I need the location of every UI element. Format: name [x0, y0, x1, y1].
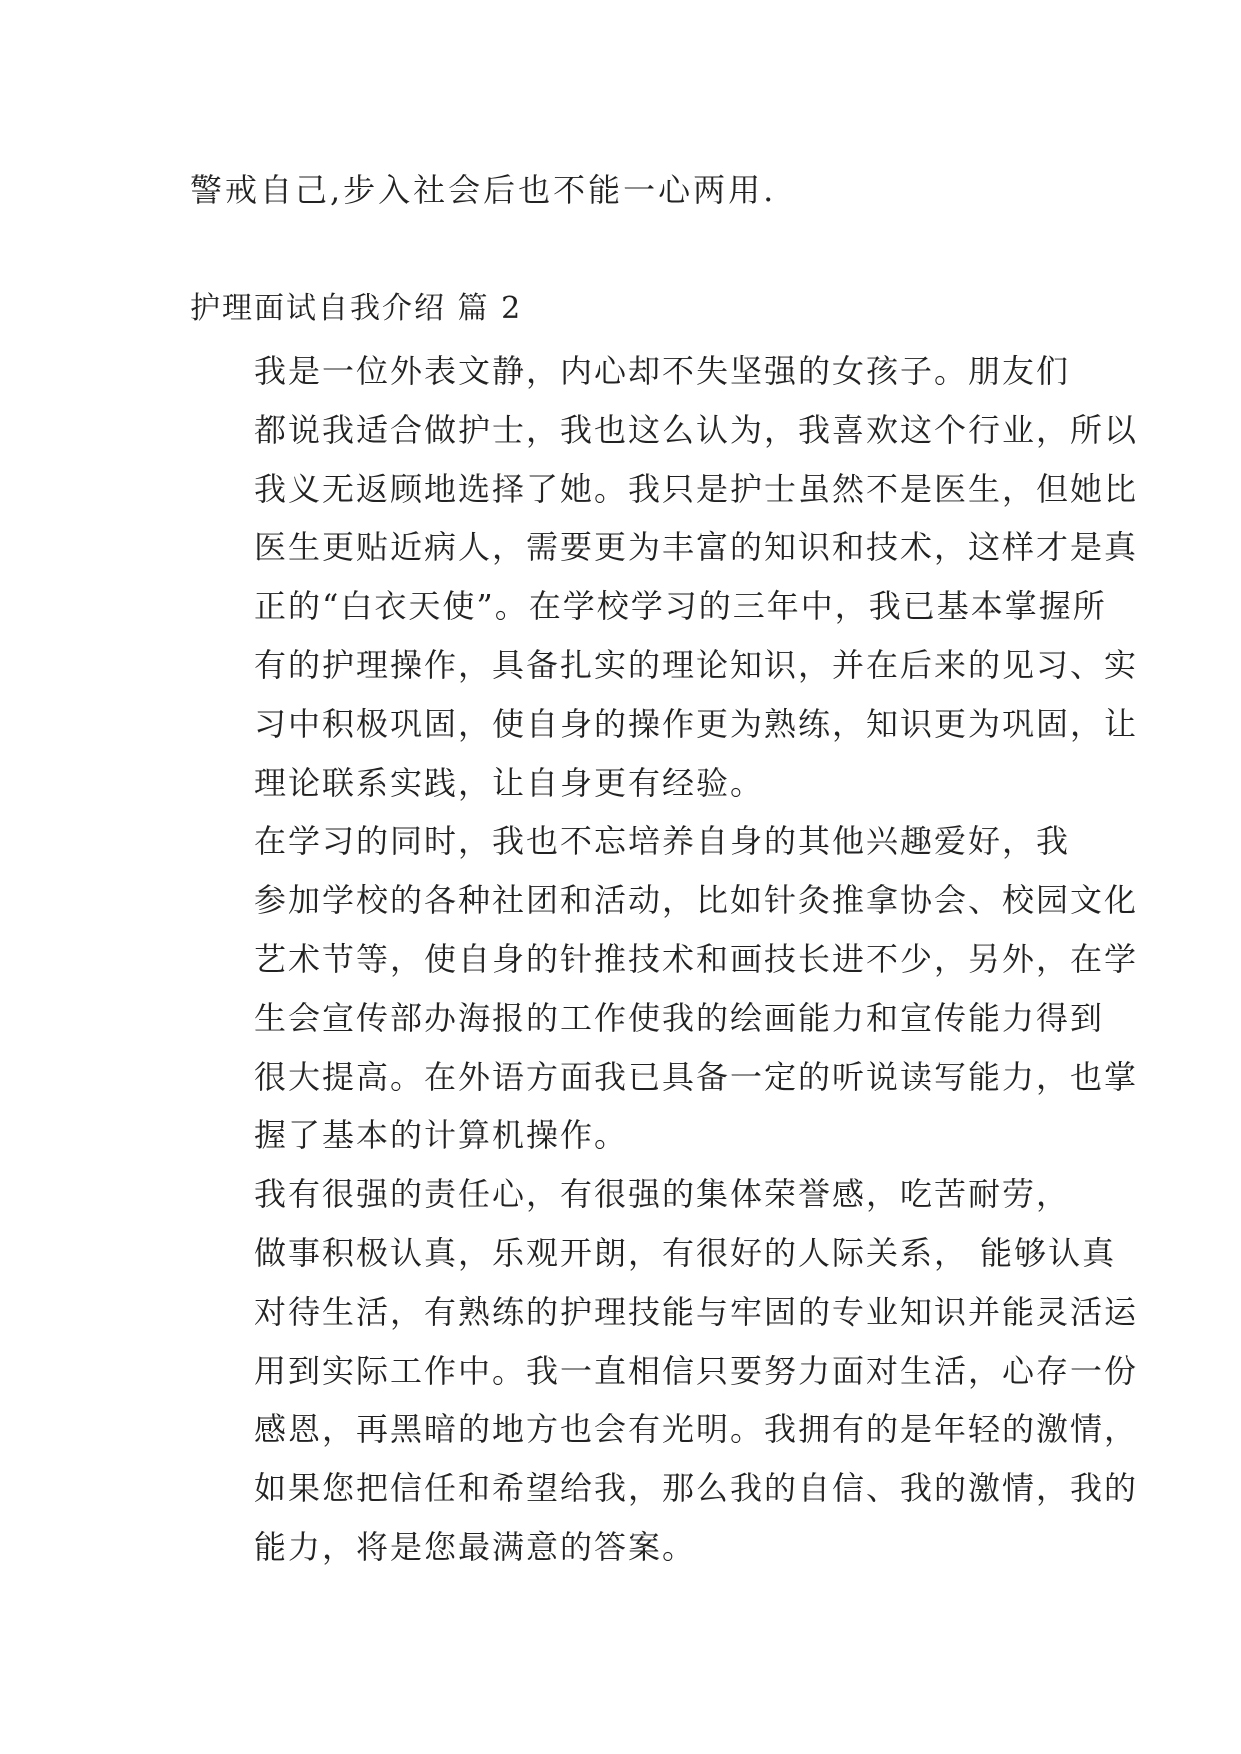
paragraph-line: 正的“白衣天使”。在学校学习的三年中，我已基本掌握所 — [254, 587, 1107, 626]
paragraph-line: 都说我适合做护士，我也这么认为，我喜欢这个行业，所以 — [254, 410, 1139, 449]
paragraph-line: 有的护理操作，具备扎实的理论知识，并在后来的见习、实 — [254, 645, 1139, 684]
paragraph-line: 参加学校的各种社团和活动，比如针灸推拿协会、校园文化 — [254, 881, 1139, 920]
paragraph-1 — [190, 342, 1139, 812]
paragraph-line: 理论联系实践，让自身更有经验。 — [254, 763, 765, 802]
paragraph-line: 医生更贴近病人，需要更为丰富的知识和技术，这样才是真 — [254, 528, 1139, 567]
paragraph-line: 握了基本的计算机操作。 — [254, 1116, 629, 1155]
paragraph-line: 在学习的同时，我也不忘培养自身的其他兴趣爱好，我 — [254, 822, 1071, 861]
paragraph-line: 我是一位外表文静，内心却不失坚强的女孩子。朋友们 — [254, 352, 1071, 390]
paragraph-line: 艺术节等，使自身的针推技术和画技长进不少，另外，在学 — [254, 939, 1139, 978]
paragraph-line: 用到实际工作中。我一直相信只要努力面对生活，心存一份 — [254, 1351, 1139, 1390]
paragraph-line: 如果您把信任和希望给我，那么我的自信、我的激情，我的 — [254, 1469, 1139, 1508]
paragraph-line: 我有很强的责任心，有很强的集体荣誉感，吃苦耐劳， — [254, 1175, 1071, 1214]
paragraph-2 — [190, 812, 1139, 1165]
section-heading: 护理面试自我介绍 篇 2 — [190, 291, 523, 326]
paragraph-line: 做事积极认真，乐观开朗，有很好的人际关系， 能够认真 — [254, 1233, 1117, 1272]
continuation-line: 警戒自己,步入社会后也不能一心两用. — [190, 171, 777, 209]
paragraph-line: 对待生活，有熟练的护理技能与牢固的专业知识并能灵活运 — [254, 1292, 1139, 1331]
paragraph-line: 很大提高。在外语方面我已具备一定的听说读写能力，也掌 — [254, 1057, 1139, 1096]
paragraph-line: 感恩，再黑暗的地方也会有光明。我拥有的是年轻的激情， — [254, 1410, 1139, 1449]
paragraph-line: 生会宣传部办海报的工作使我的绘画能力和宣传能力得到 — [254, 998, 1105, 1037]
paragraph-line: 我义无返顾地选择了她。我只是护士虽然不是医生，但她比 — [254, 469, 1139, 508]
paragraph-3 — [190, 1165, 1139, 1577]
paragraph-line: 能力，将是您最满意的答案。 — [254, 1527, 697, 1566]
paragraph-line: 习中积极巩固，使自身的操作更为熟练，知识更为巩固，让 — [254, 704, 1139, 743]
body-text — [190, 342, 1139, 1577]
